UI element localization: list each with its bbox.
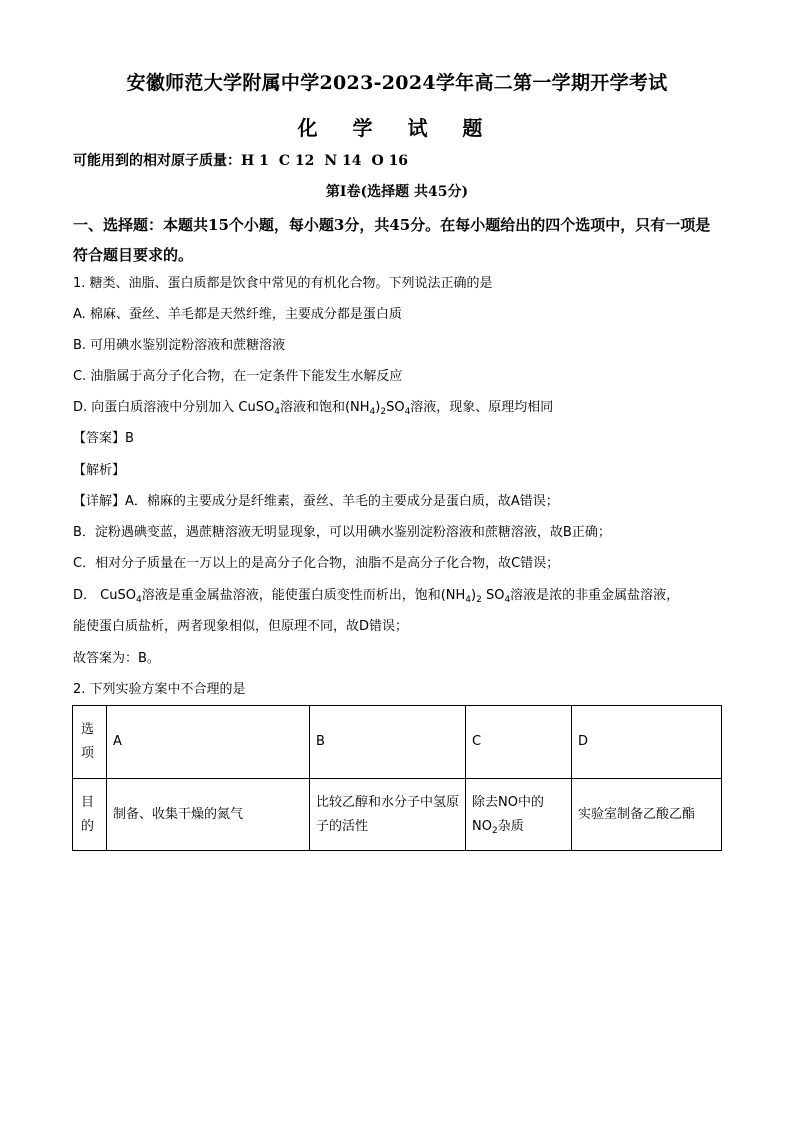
q1-detail-b: B．淀粉遇碘变蓝，遇蔗糖溶液无明显现象，可以用碘水鉴别淀粉溶液和蔗糖溶液，故B正确； [73, 525, 611, 540]
atomic-mass-o: O 16 [371, 153, 409, 169]
table-cell: A [107, 706, 310, 779]
table-cell: 比较乙醇和水分子中氢原子的活性 [310, 779, 466, 851]
q1-answer: 【答案】B [73, 431, 134, 446]
atomic-mass-c: C 12 [278, 153, 315, 169]
q2-options-table [72, 705, 722, 851]
q1-detail-d-text: 溶液是重金属盐溶液，能使蛋白质变性而析出，饱和(NH [141, 588, 466, 603]
q1-conclusion: 故答案为：B。 [73, 651, 160, 666]
table-row [73, 779, 722, 851]
q1-detail-c: C．相对分子质量在一万以上的是高分子化合物，油脂不是高分子化合物，故C错误； [73, 556, 560, 571]
q1-detail-a: 【详解】A．棉麻的主要成分是纤维素，蚕丝、羊毛的主要成分是蛋白质，故A错误； [73, 494, 559, 509]
q1-option-d-text: D. 向蛋白质溶液中分别加入 CuSO [73, 400, 275, 415]
table-cell: B [310, 706, 466, 779]
table-cell: 实验室制备乙酸乙酯 [572, 779, 722, 851]
subscript: 2 [380, 407, 387, 417]
q1-detail-d-text: 溶液是浓的非重金属盐溶液， [510, 588, 680, 603]
subscript: 4 [504, 595, 511, 605]
q1-option-b: B. 可用碘水鉴别淀粉溶液和蔗糖溶液 [73, 338, 286, 353]
exam-title: 安徽师范大学附属中学2023-2024学年高二第一学期开学考试 [126, 72, 668, 94]
q1-detail-d [73, 587, 679, 605]
subscript: 4 [404, 407, 411, 417]
q1-detail-d-cont: 能使蛋白质盐析，两者现象相似，但原理不同，故D错误； [73, 619, 409, 634]
subscript: 4 [465, 595, 471, 605]
atomic-mass-h: H 1 [241, 153, 269, 169]
q1-analysis-label: 【解析】 [73, 463, 126, 478]
exam-subtitle: 化 学 试 题 [297, 116, 497, 140]
subscript: 4 [274, 407, 280, 417]
q1-option-d-text: 溶液和饱和(NH [279, 400, 370, 415]
q1-option-d-text: ) [375, 400, 381, 415]
q1-option-d-text: SO [386, 400, 405, 415]
q1-option-d [73, 399, 553, 417]
section-instructions: 一、选择题：本题共15个小题，每小题3分，共45分。在每小题给出的四个选项中，只有一项是符合题目要求的。 [73, 216, 711, 264]
atomic-mass-n: N 14 [324, 153, 362, 169]
q1-option-c: C. 油脂属于高分子化合物，在一定条件下能发生水解反应 [73, 369, 403, 384]
section-heading: 第Ⅰ卷(选择题 共45分) [325, 184, 469, 200]
table-cell [466, 779, 572, 851]
q1-detail-d-text: D． CuSO [73, 588, 136, 603]
q1-detail-d-text: SO [481, 588, 505, 603]
q1-detail-d-text: ) [471, 588, 477, 603]
table-cell-text: 除去NO中的NO [472, 794, 544, 834]
table-cell: 制备、收集干燥的氮气 [107, 779, 310, 851]
subscript: 4 [135, 595, 142, 605]
table-row [73, 706, 722, 779]
table-cell-text: 杂质 [497, 818, 524, 834]
q2-stem: 2. 下列实验方案中不合理的是 [73, 682, 246, 697]
table-cell-label: 目的 [73, 779, 107, 851]
table-cell: D [572, 706, 722, 779]
atomic-masses-label: 可能用到的相对原子质量： [73, 153, 241, 169]
q1-option-a: A. 棉麻、蚕丝、羊毛都是天然纤维，主要成分都是蛋白质 [73, 307, 402, 322]
q1-option-d-text: 溶液，现象、原理均相同 [410, 400, 554, 415]
subscript: 4 [369, 407, 376, 417]
table-cell: C [466, 706, 572, 779]
q1-stem: 1. 糖类、油脂、蛋白质都是饮食中常见的有机化合物。下列说法正确的是 [73, 276, 493, 291]
table-cell-label: 选项 [73, 706, 107, 779]
subscript: 2 [476, 595, 482, 605]
atomic-masses-line [73, 150, 408, 170]
subscript: 2 [491, 825, 498, 836]
